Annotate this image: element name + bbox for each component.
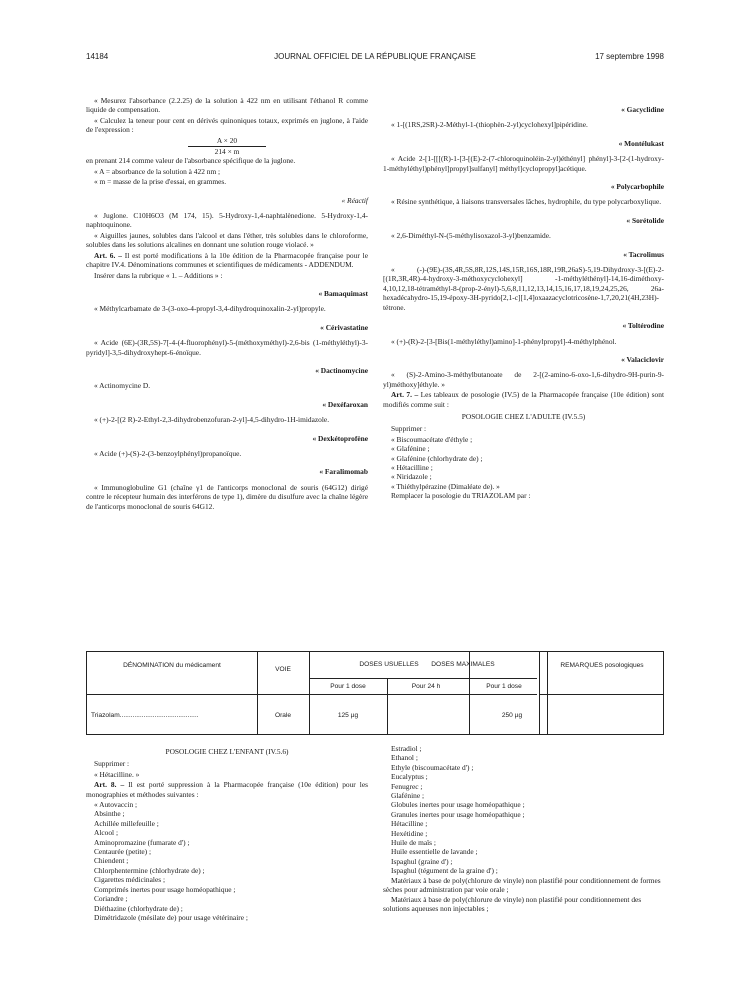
- article-text: Il est porté suppression à la Pharmacopée française (10e édition) pour les monographies et méthodes suivantes :: [86, 780, 368, 799]
- list-item: Coriandre ;: [94, 894, 128, 904]
- paragraph: « A = absorbance de la solution à 422 nm ;: [94, 166, 221, 176]
- page-number: 14184: [86, 52, 109, 61]
- paragraph: « Aiguilles jaunes, solubles dans l'alcool et dans l'éther, très solubles dans le chloroforme, solubles dans les solutions alcalines en donnant une solution rouge violacé. »: [86, 230, 368, 250]
- section-heading: « Réactif: [341, 195, 368, 205]
- article-7: [383, 390, 664, 409]
- entry-heading: « Dactinomycine: [315, 365, 368, 375]
- list-item: Ethanol ;: [391, 753, 418, 763]
- list-item: Chiendent ;: [94, 856, 129, 866]
- list-item: Hétacilline ;: [391, 819, 428, 829]
- paragraph: « Hétacilline. »: [94, 769, 140, 779]
- article-label: Art. 6. –: [94, 250, 122, 260]
- entry-text: « Acide (6E)-(3R,5S)-7[-4-(4-fluorophényl)-5-(méthoxyméthyl)-2,6-bis (1-méthyléthyl)-3-pyridyl]-3,5-dihydroxyhept-6-énoïque.: [86, 338, 368, 357]
- entry-text: « (S)-2-Amino-3-méthylbutanoate de 2-[(2-amino-6-oxo-1,6-dihydro-9H-purin-9-yl)méthoxy]éthyle. »: [383, 370, 664, 389]
- list-item: Alcool ;: [94, 828, 119, 838]
- remplacer-text: Remplacer la posologie du TRIAZOLAM par :: [391, 491, 531, 501]
- row-max-24h: 250 µg: [501, 712, 523, 719]
- article-text: Il est porté modifications à la 10e édition de la Pharmacopée française pour le chapitre IV.4. Dénominations communes et scientifiques de médicaments - ADDENDUM.: [86, 250, 368, 270]
- entry-heading: « Sorétolide: [626, 215, 664, 225]
- formula-numerator: A × 20: [188, 136, 266, 147]
- paragraph: en prenant 214 comme valeur de l'absorbance spécifique de la juglone.: [86, 156, 296, 166]
- formula-denominator: 214 × m: [214, 147, 240, 157]
- posology-table: [86, 651, 664, 735]
- entry-heading: « Tacrolimus: [623, 249, 664, 259]
- article-label: Art. 7. –: [391, 390, 419, 400]
- entry-heading: « Toltérodine: [622, 321, 664, 331]
- list-item: Globules inertes pour usage homéopathique ;: [391, 800, 525, 810]
- row-name: Triazolam...........................................: [91, 712, 199, 719]
- entry-text: « (+)-(R)-2-[3-[Bis(1-méthyléthyl)amino]-1-phénylpropyl]-4-méthylphénol.: [391, 336, 617, 346]
- subheader-pour-24h: Pour 24 h: [411, 683, 441, 690]
- list-item: Huile de maïs ;: [391, 838, 436, 848]
- entry-heading: « Faralimomab: [319, 467, 368, 477]
- list-item: Hexétidine ;: [391, 828, 428, 838]
- page-header: [86, 52, 664, 66]
- entry-heading: « Gacyclidine: [621, 105, 664, 114]
- article-label: Art. 8. –: [94, 780, 125, 790]
- list-item: Huile essentielle de lavande ;: [391, 847, 478, 857]
- bottom-right-column: [383, 744, 664, 913]
- entry-text: « Acide 2-[1-[[[(R)-1-[3-[(E)-2-(7-chloroquinoléin-2-yl)éthényl] phényl]-3-[2-(1-hydroxy-1-méthyléthyl)phényl]propyl]sulfanyl] méthyl]cyclopropyl]acétique.: [383, 154, 664, 173]
- list-item: « Thiéthylpérazine (Dimaléate de). »: [391, 481, 500, 491]
- entry-heading: « Cérivastatine: [320, 322, 368, 332]
- list-item: Dimétridazole (mésilate de) pour usage vétérinaire ;: [94, 912, 248, 922]
- entry-text: « Acide (+)-(S)-2-(3-benzoylphényl)propanoïque.: [94, 448, 242, 458]
- entry-text: « Actinomycine D.: [94, 381, 151, 391]
- list-item: Diéthazine (chlorhydrate de) ;: [94, 903, 183, 913]
- list-item: Eucalyptus ;: [391, 772, 428, 782]
- entry-heading: « Dexéfaroxan: [322, 399, 368, 409]
- list-item: « Glafénine ;: [391, 444, 430, 454]
- header-voie: VOIE: [275, 666, 291, 673]
- list-item: Aminopromazine (fumarate d') ;: [94, 837, 190, 847]
- journal-title: JOURNAL OFFICIEL DE LA RÉPUBLIQUE FRANÇAISE: [274, 52, 476, 61]
- list-item: Matériaux à base de poly(chlorure de vinyle) non plastifié pour conditionnement de formes sèches pour administration par voie orale ;: [383, 875, 661, 895]
- entry-text: « Immunoglobuline G1 (chaîne γ1 de l'anticorps monoclonal de souris (64G12) dirigé contre le récepteur humain des interférons de type 1), dimère du disulfure avec la chaîne légère de l'anticorps monoclonal de souris 64G12.: [86, 482, 368, 511]
- article-text: Les tableaux de posologie (IV.5) de la Pharmacopée française (10e édition) sont modifiés comme suit :: [383, 390, 664, 409]
- supprimer-label: Supprimer :: [391, 424, 427, 434]
- list-item: Estradiol ;: [391, 744, 422, 753]
- list-item: Ispaghul (tégument de la graine d') ;: [391, 866, 498, 876]
- header-doses-usuelles: DOSES USUELLES: [359, 661, 419, 668]
- article-8: [86, 780, 368, 799]
- list-item: Ispaghul (graine d') ;: [391, 856, 453, 866]
- entry-text: « 1-[(1RS,2SR)-2-Méthyl-1-(thiophèn-2-yl)cyclohexyl]pipéridine.: [391, 120, 588, 130]
- left-entries: [86, 289, 368, 511]
- entry-heading: « Dexkétoprofène: [312, 433, 368, 443]
- list-item: « Niridazole ;: [391, 472, 432, 482]
- right-entries: [383, 105, 664, 389]
- right-column: [383, 96, 664, 502]
- entry-heading: « Montélukast: [618, 138, 664, 148]
- list-item: Ethyle (biscoumacétate d') ;: [391, 762, 474, 772]
- list-item: Centaurée (petite) ;: [94, 847, 152, 857]
- row-usual-1-dose: 125 µg: [337, 712, 359, 719]
- suppression-list-continued: [383, 744, 664, 913]
- bottom-left-column: [86, 744, 368, 922]
- entry-text: « 2,6-Diméthyl-N-(5-méthylisoxazol-3-yl)benzamide.: [391, 231, 551, 241]
- paragraph: « Calculez la teneur pour cent en dérivés quinoniques totaux, exprimés en juglone, à l'aide de l'expression :: [86, 115, 368, 135]
- list-item: « Glafénine (chlorhydrate de) ;: [391, 453, 483, 463]
- row-voie: Orale: [274, 712, 292, 719]
- supprimer-list: [383, 435, 664, 491]
- posologie-enfant-heading: POSOLOGIE CHEZ L'ENFANT (IV.5.6): [165, 747, 289, 756]
- list-item: Matériaux à base de poly(chlorure de vinyle) non plastifié pour conditionnement des solutions aqueuses non injectables ;: [383, 894, 642, 913]
- entry-heading: « Valaciclovir: [621, 354, 664, 364]
- entry-text: « Résine synthétique, à liaisons transversales lâches, hydrophile, du type polycarboxylique.: [391, 197, 662, 207]
- list-item: Absinthe ;: [94, 809, 125, 819]
- suppression-list: [86, 800, 368, 922]
- header-remarques: REMARQUES posologiques: [560, 662, 644, 669]
- header-denomination: DÉNOMINATION du médicament: [123, 662, 221, 669]
- posologie-adulte-heading: POSOLOGIE CHEZ L'ADULTE (IV.5.5): [461, 411, 586, 421]
- publication-date: 17 septembre 1998: [595, 52, 664, 61]
- subheader-pour-1-dose: Pour 1 dose: [330, 683, 366, 690]
- entry-text: « Méthylcarbamate de 3-(3-oxo-4-propyl-3,4-dihydroquinoxalin-2-yl)propyle.: [94, 304, 326, 314]
- paragraph: Insérer dans la rubrique « 1. – Additions » :: [94, 270, 223, 280]
- entry-text: « (-)-(9E)-(3S,4R,5S,8R,12S,14S,15R,16S,18R,19R,26aS)-5,19-Dihydroxy-3-[(E)-2-[(1R,3R,4R)-4-hydroxy-3-méthoxycyclohexyl] -1-méthyléthényl]-14,16-diméthoxy-4,10,12,18-tétraméthyl-8-(prop-2-ényl)-5,6,8,11,12,13,14,15,16,17,18,19,24,25,26, 26a-hexadécahydro-15,19-époxy-3H-pyrido[2,1-c][1,4]oxaazacyclotricosène-1,7,20,21(4H,23H)-tétrone.: [383, 265, 664, 312]
- list-item: Glafénine ;: [391, 791, 425, 801]
- list-item: Comprimés inertes pour usage homéopathique ;: [94, 884, 236, 894]
- entry-heading: « Bamaquimast: [318, 288, 368, 298]
- paragraph: « Mesurez l'absorbance (2.2.25) de la solution à 422 nm en utilisant l'éthanol R comme liquide de compensation.: [86, 96, 368, 115]
- list-item: Achillée millefeuille ;: [94, 818, 159, 828]
- header-doses-maximales: DOSES MAXIMALES: [431, 661, 495, 668]
- list-item: Granules inertes pour usage homéopathique ;: [391, 809, 525, 819]
- subheader-pour-1-dose: Pour 1 dose: [486, 683, 522, 690]
- list-item: Fenugrec ;: [391, 781, 423, 791]
- list-item: « Biscoumacétate d'éthyle ;: [391, 434, 473, 444]
- formula: [188, 136, 266, 157]
- entry-heading: « Polycarbophile: [610, 182, 664, 192]
- list-item: « Autovaccin ;: [94, 800, 138, 810]
- entry-text: « (+)-2-[(2 R)-2-Ethyl-2,3-dihydrobenzofuran-2-yl]-4,5-dihydro-1H-imidazole.: [94, 415, 330, 425]
- supprimer-label: Supprimer :: [94, 759, 130, 769]
- article-6: [86, 251, 368, 270]
- paragraph: « Juglone. C10H6O3 (M 174, 15). 5-Hydroxy-1,4-naphtalènedione. 5-Hydroxy-1,4-naphtoquinone.: [86, 211, 368, 230]
- list-item: « Hétacilline ;: [391, 462, 433, 472]
- list-item: Cigarettes médicinales ;: [94, 875, 166, 885]
- left-column: [86, 96, 368, 512]
- paragraph: « m = masse de la prise d'essai, en grammes.: [94, 177, 227, 187]
- list-item: Chlorphentermine (chlorhydrate de) ;: [94, 865, 205, 875]
